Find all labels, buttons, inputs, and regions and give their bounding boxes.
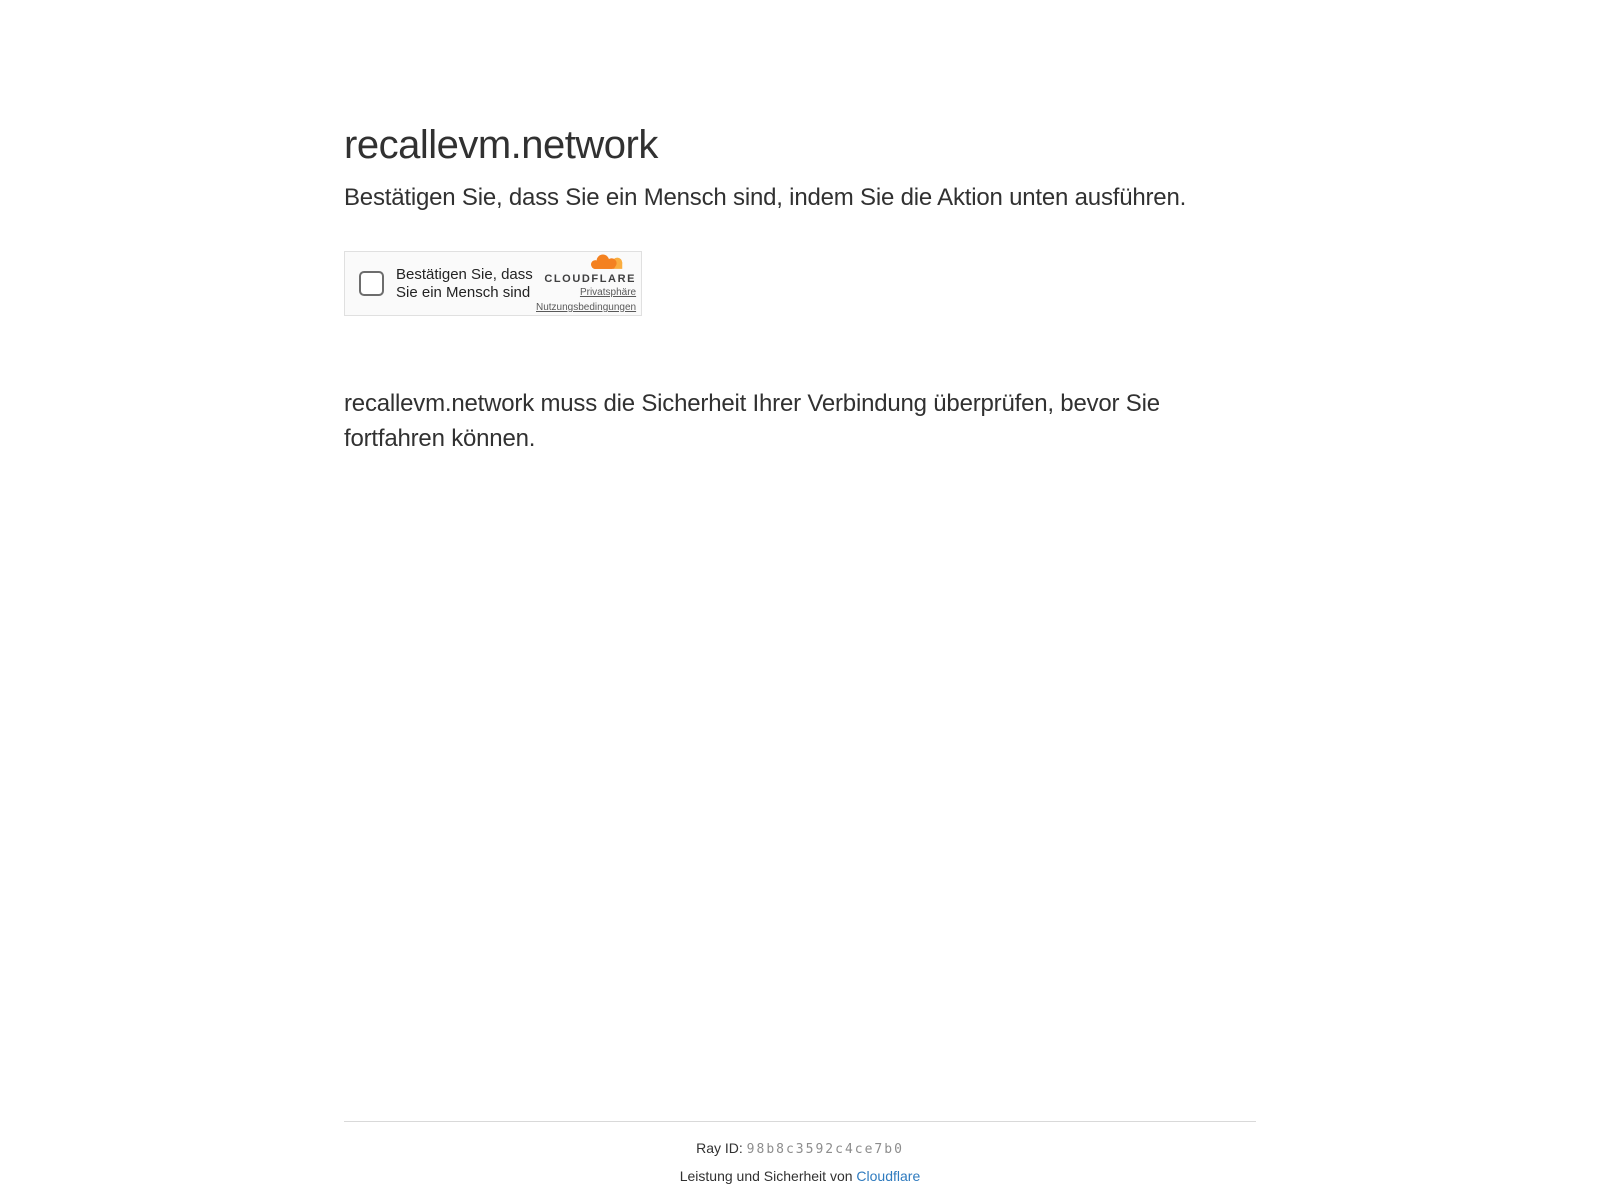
cloudflare-brand-block xyxy=(536,252,636,315)
ray-id-line xyxy=(344,1140,1256,1157)
cloudflare-wordmark: CLOUDFLARE xyxy=(544,273,637,286)
turnstile-widget xyxy=(344,251,642,316)
ray-id-value: 98b8c3592c4ce7b0 xyxy=(746,1142,904,1157)
attribution-text: Leistung und Sicherheit von xyxy=(679,1168,853,1184)
terms-link[interactable]: Nutzungsbedingungen xyxy=(536,301,637,313)
spacer xyxy=(344,456,1256,1121)
widget-legal-links xyxy=(536,286,636,315)
page-title: recallevm.network xyxy=(344,123,658,167)
human-verification-checkbox[interactable] xyxy=(359,271,384,296)
checkbox-label: Bestätigen Sie, dass Sie ein Mensch sind xyxy=(396,265,533,301)
attribution-line xyxy=(344,1168,1256,1184)
challenge-page xyxy=(320,0,1280,1200)
page-footer xyxy=(344,1121,1256,1184)
page-subtitle: Bestätigen Sie, dass Sie ein Mensch sind, indem Sie die Aktion unten ausführen. xyxy=(344,184,1187,211)
cloudflare-cloud-icon xyxy=(586,252,626,272)
privacy-link[interactable]: Privatsphäre xyxy=(579,287,637,299)
ray-id-label: Ray ID: xyxy=(696,1140,743,1156)
cloudflare-link[interactable]: Cloudflare xyxy=(856,1168,921,1184)
security-check-message: recallevm.network muss die Sicherheit Ihrer Verbindung überprüfen, bevor Sie fortfahren können. xyxy=(344,390,1160,453)
